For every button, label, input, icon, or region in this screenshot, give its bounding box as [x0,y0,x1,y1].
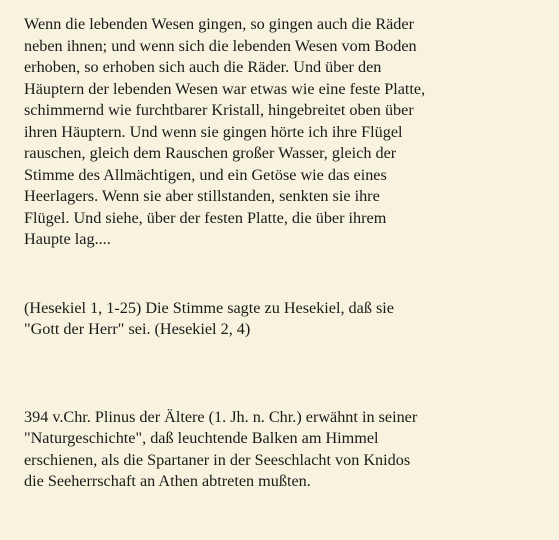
paragraph-plinius [24,407,544,493]
paragraph-ezekiel-reference [24,298,544,341]
text-line: Haupte lag.... [24,230,111,248]
text-line: erhoben, so erhoben sich auch die Räder. Und über den [24,58,382,76]
text-line: Flügel. Und siehe, über der festen Platte, die über ihrem [24,208,387,227]
text-line: Heerlagers. Wenn sie aber stillstanden, senkten sie ihre [24,187,380,205]
text-line: ihren Häuptern. Und wenn sie gingen hörte ich ihre Flügel [24,122,403,141]
text-line: neben ihnen; und wenn sich die lebenden Wesen vom Boden [24,36,417,55]
text-line: Wenn die lebenden Wesen gingen, so gingen auch die Räder [24,15,414,33]
text-line: erschienen, als die Spartaner in der Seeschlacht von Knidos [24,450,411,469]
text-line: (Hesekiel 1, 1-25) Die Stimme sagte zu Hesekiel, daß sie [24,298,394,317]
text-line: "Gott der Herr" sei. (Hesekiel 2, 4) [24,320,251,338]
paragraph-ezekiel-vision [24,14,544,251]
paragraph-spacer [24,341,544,407]
text-line: schimmernd wie furchtbarer Kristall, hingebreitet oben über [24,101,414,119]
document-body [24,14,544,493]
paragraph-spacer [24,251,544,298]
text-line: rauschen, gleich dem Rauschen großer Wasser, gleich der [24,144,397,162]
text-line: Stimme des Allmächtigen, und ein Getöse wie das eines [24,165,387,184]
text-line: Häuptern der lebenden Wesen war etwas wie eine feste Platte, [24,79,426,98]
text-line: "Naturgeschichte", daß leuchtende Balken am Himmel [24,429,379,447]
text-line: 394 v.Chr. Plinus der Ältere (1. Jh. n. Chr.) erwähnt in seiner [24,407,418,426]
text-line: die Seeherrschaft an Athen abtreten mußten. [24,472,311,490]
